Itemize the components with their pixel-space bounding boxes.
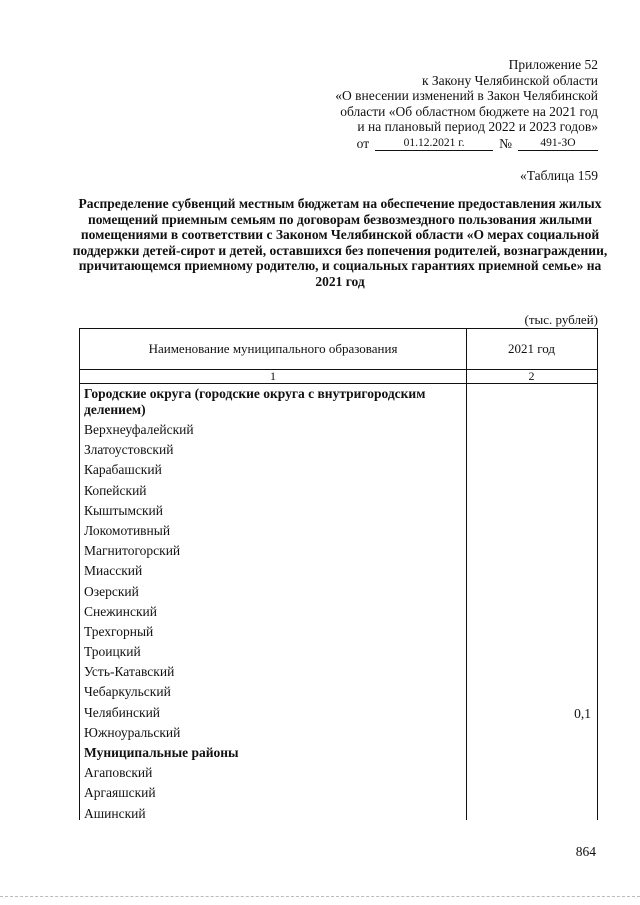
municipality-name: Локомотивный bbox=[84, 522, 171, 538]
column-number-2: 2 bbox=[528, 369, 535, 383]
table-row bbox=[80, 461, 597, 481]
municipality-name: Южноуральский bbox=[84, 724, 181, 740]
municipality-name: Озерский bbox=[84, 583, 139, 599]
subvention-value bbox=[466, 724, 597, 744]
table-row bbox=[80, 562, 597, 582]
table-row bbox=[80, 724, 597, 744]
municipality-name: Кыштымский bbox=[84, 502, 163, 518]
appendix-line-3: «О внесении изменений в Закон Челябинской bbox=[335, 88, 598, 103]
table-label: «Таблица 159 bbox=[520, 168, 598, 183]
municipality-name: Копейский bbox=[84, 482, 147, 498]
units-label: (тыс. рублей) bbox=[524, 312, 598, 327]
table-row bbox=[80, 744, 597, 764]
subvention-value bbox=[466, 764, 597, 784]
municipality-name: Агаповский bbox=[84, 765, 153, 781]
appendix-line-2: к Закону Челябинской области bbox=[421, 72, 598, 88]
table-row bbox=[80, 663, 597, 683]
appendix-block bbox=[298, 57, 598, 151]
subvention-value bbox=[466, 805, 597, 825]
subvention-value bbox=[466, 461, 597, 481]
law-date: 01.12.2021 г. bbox=[375, 137, 493, 151]
header-year: 2021 год bbox=[508, 341, 555, 356]
subvention-table bbox=[79, 328, 598, 820]
document-title: Распределение субвенций местным бюджетам на обеспечение предоставления жилых помещений приемным семьям по договорам безвозмездного пользования жилыми помещениями в соответствии с Законом Челябинской области «О мерах социальной поддержки детей-сирот и детей, оставшихся без попечения родителей, вознаграждении, причитающемся приемному родителю, и социальных гарантиях приемной семье» на 2021 год bbox=[72, 196, 608, 289]
table-body bbox=[80, 386, 597, 825]
subvention-value bbox=[466, 542, 597, 562]
table-row bbox=[80, 583, 597, 603]
table-row bbox=[80, 441, 597, 461]
municipality-name: Аргаяшский bbox=[84, 785, 156, 801]
subvention-value bbox=[466, 744, 597, 764]
law-number: 491-ЗО bbox=[518, 137, 598, 151]
number-label: № bbox=[499, 135, 512, 151]
table-row bbox=[80, 805, 597, 825]
municipality-name: Карабашский bbox=[84, 462, 162, 478]
ot-label: от bbox=[356, 135, 370, 151]
table-row bbox=[80, 623, 597, 643]
subvention-value: 0,1 bbox=[574, 705, 591, 721]
table-row bbox=[80, 704, 597, 724]
subvention-value bbox=[466, 623, 597, 643]
subvention-value bbox=[466, 562, 597, 582]
municipality-name: Усть-Катавский bbox=[84, 664, 175, 680]
subvention-value bbox=[466, 663, 597, 683]
table-row bbox=[80, 764, 597, 784]
subvention-value bbox=[466, 784, 597, 804]
table-row bbox=[80, 784, 597, 804]
municipality-name: Верхнеуфалейский bbox=[84, 422, 194, 437]
law-date-number bbox=[298, 136, 598, 152]
municipality-name: Челябинский bbox=[84, 704, 161, 720]
subvention-value bbox=[466, 643, 597, 663]
subvention-value bbox=[466, 386, 597, 421]
subvention-value bbox=[466, 502, 597, 522]
table-row bbox=[80, 522, 597, 542]
column-number-1: 1 bbox=[270, 369, 276, 383]
municipality-name: Златоустовский bbox=[84, 442, 174, 458]
table-row bbox=[80, 421, 597, 441]
municipality-name: Снежинский bbox=[84, 603, 157, 619]
table-row bbox=[80, 683, 597, 703]
table-header bbox=[80, 328, 597, 370]
municipality-name: Муниципальные районы bbox=[84, 745, 239, 760]
subvention-value bbox=[466, 683, 597, 703]
appendix-line-5: и на плановый период 2022 и 2023 годов» bbox=[357, 119, 598, 134]
appendix-line-1: Приложение 52 bbox=[508, 57, 598, 72]
subvention-value bbox=[466, 421, 597, 441]
subvention-value bbox=[466, 583, 597, 603]
column-numbers-row bbox=[80, 369, 597, 384]
table-row bbox=[80, 603, 597, 623]
municipality-name: Городские округа (городские округа с внутригородским делением) bbox=[84, 386, 426, 417]
table-row bbox=[80, 542, 597, 562]
municipality-name: Трехгорный bbox=[84, 623, 154, 639]
page-number: 864 bbox=[575, 844, 596, 859]
table-row bbox=[80, 643, 597, 663]
appendix-line-4: области «Об областном бюджете на 2021 год bbox=[340, 103, 598, 119]
municipality-name: Чебаркульский bbox=[84, 684, 171, 700]
municipality-name: Троицкий bbox=[84, 644, 141, 660]
subvention-value bbox=[466, 603, 597, 623]
table-row bbox=[80, 386, 597, 421]
table-row bbox=[80, 482, 597, 502]
subvention-value bbox=[466, 441, 597, 461]
header-municipality: Наименование муниципального образования bbox=[148, 341, 398, 356]
table-row bbox=[80, 502, 597, 522]
municipality-name: Ашинский bbox=[84, 805, 146, 821]
municipality-name: Магнитогорский bbox=[84, 543, 181, 559]
scan-edge-line bbox=[0, 896, 640, 897]
subvention-value bbox=[466, 482, 597, 502]
municipality-name: Миасский bbox=[84, 563, 143, 579]
subvention-value bbox=[466, 522, 597, 542]
